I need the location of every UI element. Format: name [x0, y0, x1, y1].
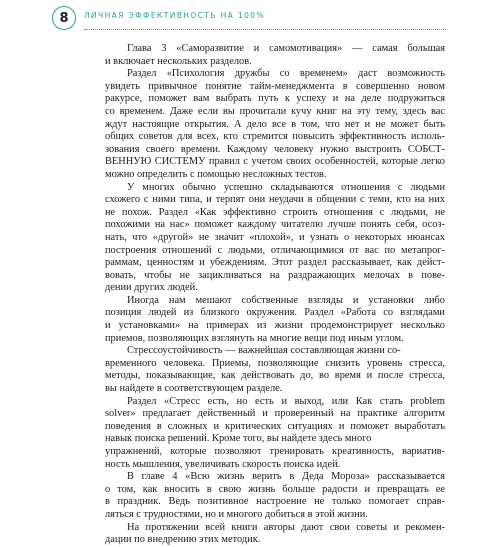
- text-line: ляться с трудностями, но и многого добиться в этой жизни.: [105, 508, 368, 520]
- paragraph: [105, 396, 445, 472]
- text-line: Раздел «Психология дружбы со временем» даст возможность: [127, 68, 445, 80]
- text-line: позиция людей из близкого окружения. Раздел «Работа со взглядами: [105, 307, 445, 319]
- text-line: Иногда нам мешают собственные взгляды и установки либо: [127, 294, 445, 306]
- text-line: дении других людей.: [105, 282, 198, 294]
- text-line: У многих обычно успешно складываются отношения с людьми: [127, 181, 445, 193]
- text-line: и установками» на примерах из жизни продемонстрирует несколько: [105, 320, 445, 332]
- text-line: В главе 4 «Всю жизнь верить в Деда Мороза» рассказывается: [127, 471, 445, 483]
- text-line: ракурсе, поможет вам выбрать путь к успеху и на деле подружиться: [105, 93, 445, 105]
- text-line: о том, как вносить в свою жизнь больше радости и превращать ее: [105, 483, 445, 495]
- paragraph: [105, 471, 445, 521]
- paragraph: [105, 68, 445, 181]
- body-text: [105, 43, 445, 547]
- text-line: общих советов для всех, кто стремится повысить эффективность исполь-: [105, 131, 445, 143]
- text-line: Глава 3 «Саморазвитие и самомотивация» — самая большая: [127, 43, 445, 54]
- text-line: схожего с ними типа, и терпят они неудачи в общении с теми, кто на них: [105, 194, 445, 206]
- text-line: приемов, позволяющих взглянуть на многие вещи под иным углом.: [105, 332, 404, 344]
- text-line: зования своего времени. Каждому человеку нужно выстроить СОБСТ-: [105, 143, 445, 155]
- text-line: вовать, чтобы не зацикливаться на раздражающих мелочах в пове-: [105, 269, 445, 281]
- paragraph: [105, 295, 445, 345]
- text-line: и включает нескольких разделов.: [105, 55, 252, 67]
- text-line: поведения в сложных и критических ситуациях и поможет выработать: [105, 420, 445, 432]
- text-line: ждут настоящие открытия. А дело все в том, что нет и не может быть: [105, 118, 445, 130]
- text-line: со временем. Даже если вы прочитали кучу книг на эту тему, здесь вас: [105, 105, 445, 117]
- text-line: ность мышления, увеличивать скорость поиска идей.: [105, 458, 341, 470]
- running-title: ЛИЧНАЯ ЭФФЕКТИВНОСТЬ НА 100%: [84, 11, 265, 20]
- page-number: 8: [52, 6, 76, 30]
- text-line: ВЕННУЮ СИСТЕМУ правил с учетом своих особенностей, которые легко: [105, 156, 445, 168]
- text-line: можно определить с помощью несложных тестов.: [105, 168, 327, 180]
- text-line: упражнений, которые позволяют тренировать креативность, вариатив-: [105, 446, 445, 457]
- text-line: Раздел «Стресс есть, но есть и выход, или Как стать problem: [127, 395, 445, 407]
- text-line: Стрессоустойчивость — важнейшая составляющая жизни со-: [127, 345, 401, 357]
- paragraph: [105, 345, 445, 395]
- text-line: вы найдете в соответствующем разделе.: [105, 383, 283, 395]
- header-divider: [84, 29, 446, 30]
- text-line: навык поиска решений. Кроме того, вы найдете здесь много: [105, 433, 372, 445]
- text-line: построения отношений с людьми, отличающимися от вас по метапрог-: [105, 244, 445, 256]
- paragraph: [105, 43, 445, 68]
- text-line: раммам, ценностям и убеждениям. Этот раздел рассказывает, как дейст-: [105, 257, 445, 269]
- text-line: временного человека. Приемы, позволяющие снизить уровень стресса,: [105, 357, 445, 369]
- text-line: На протяжении всей книги авторы дают свои советы и рекомен-: [127, 521, 445, 533]
- text-line: похожими на нас» поможет каждому читателю лучше понять себя, осоз-: [105, 219, 445, 231]
- text-line: не похож. Раздел «Как эффективно строить отношения с людьми, не: [105, 206, 445, 218]
- paragraph: [105, 522, 445, 547]
- text-line: увидеть привычное понятие тайм-менеджмента в совершенно новом: [105, 80, 445, 92]
- text-line: методы, показывающие, как действовать до, во время и после стресса,: [105, 370, 445, 382]
- text-line: в праздник. Ведь позитивное настроение не только помогает справ-: [105, 496, 445, 508]
- text-line: нать, что «другой» не значит «плохой», и узнать о некоторых нюансах: [105, 231, 445, 243]
- text-line: solver» предлагает действенный и проверенный на практике алгоритм: [105, 408, 445, 420]
- text-line: дации по внедрению этих методик.: [105, 534, 261, 546]
- page-header: [0, 0, 500, 34]
- paragraph: [105, 182, 445, 295]
